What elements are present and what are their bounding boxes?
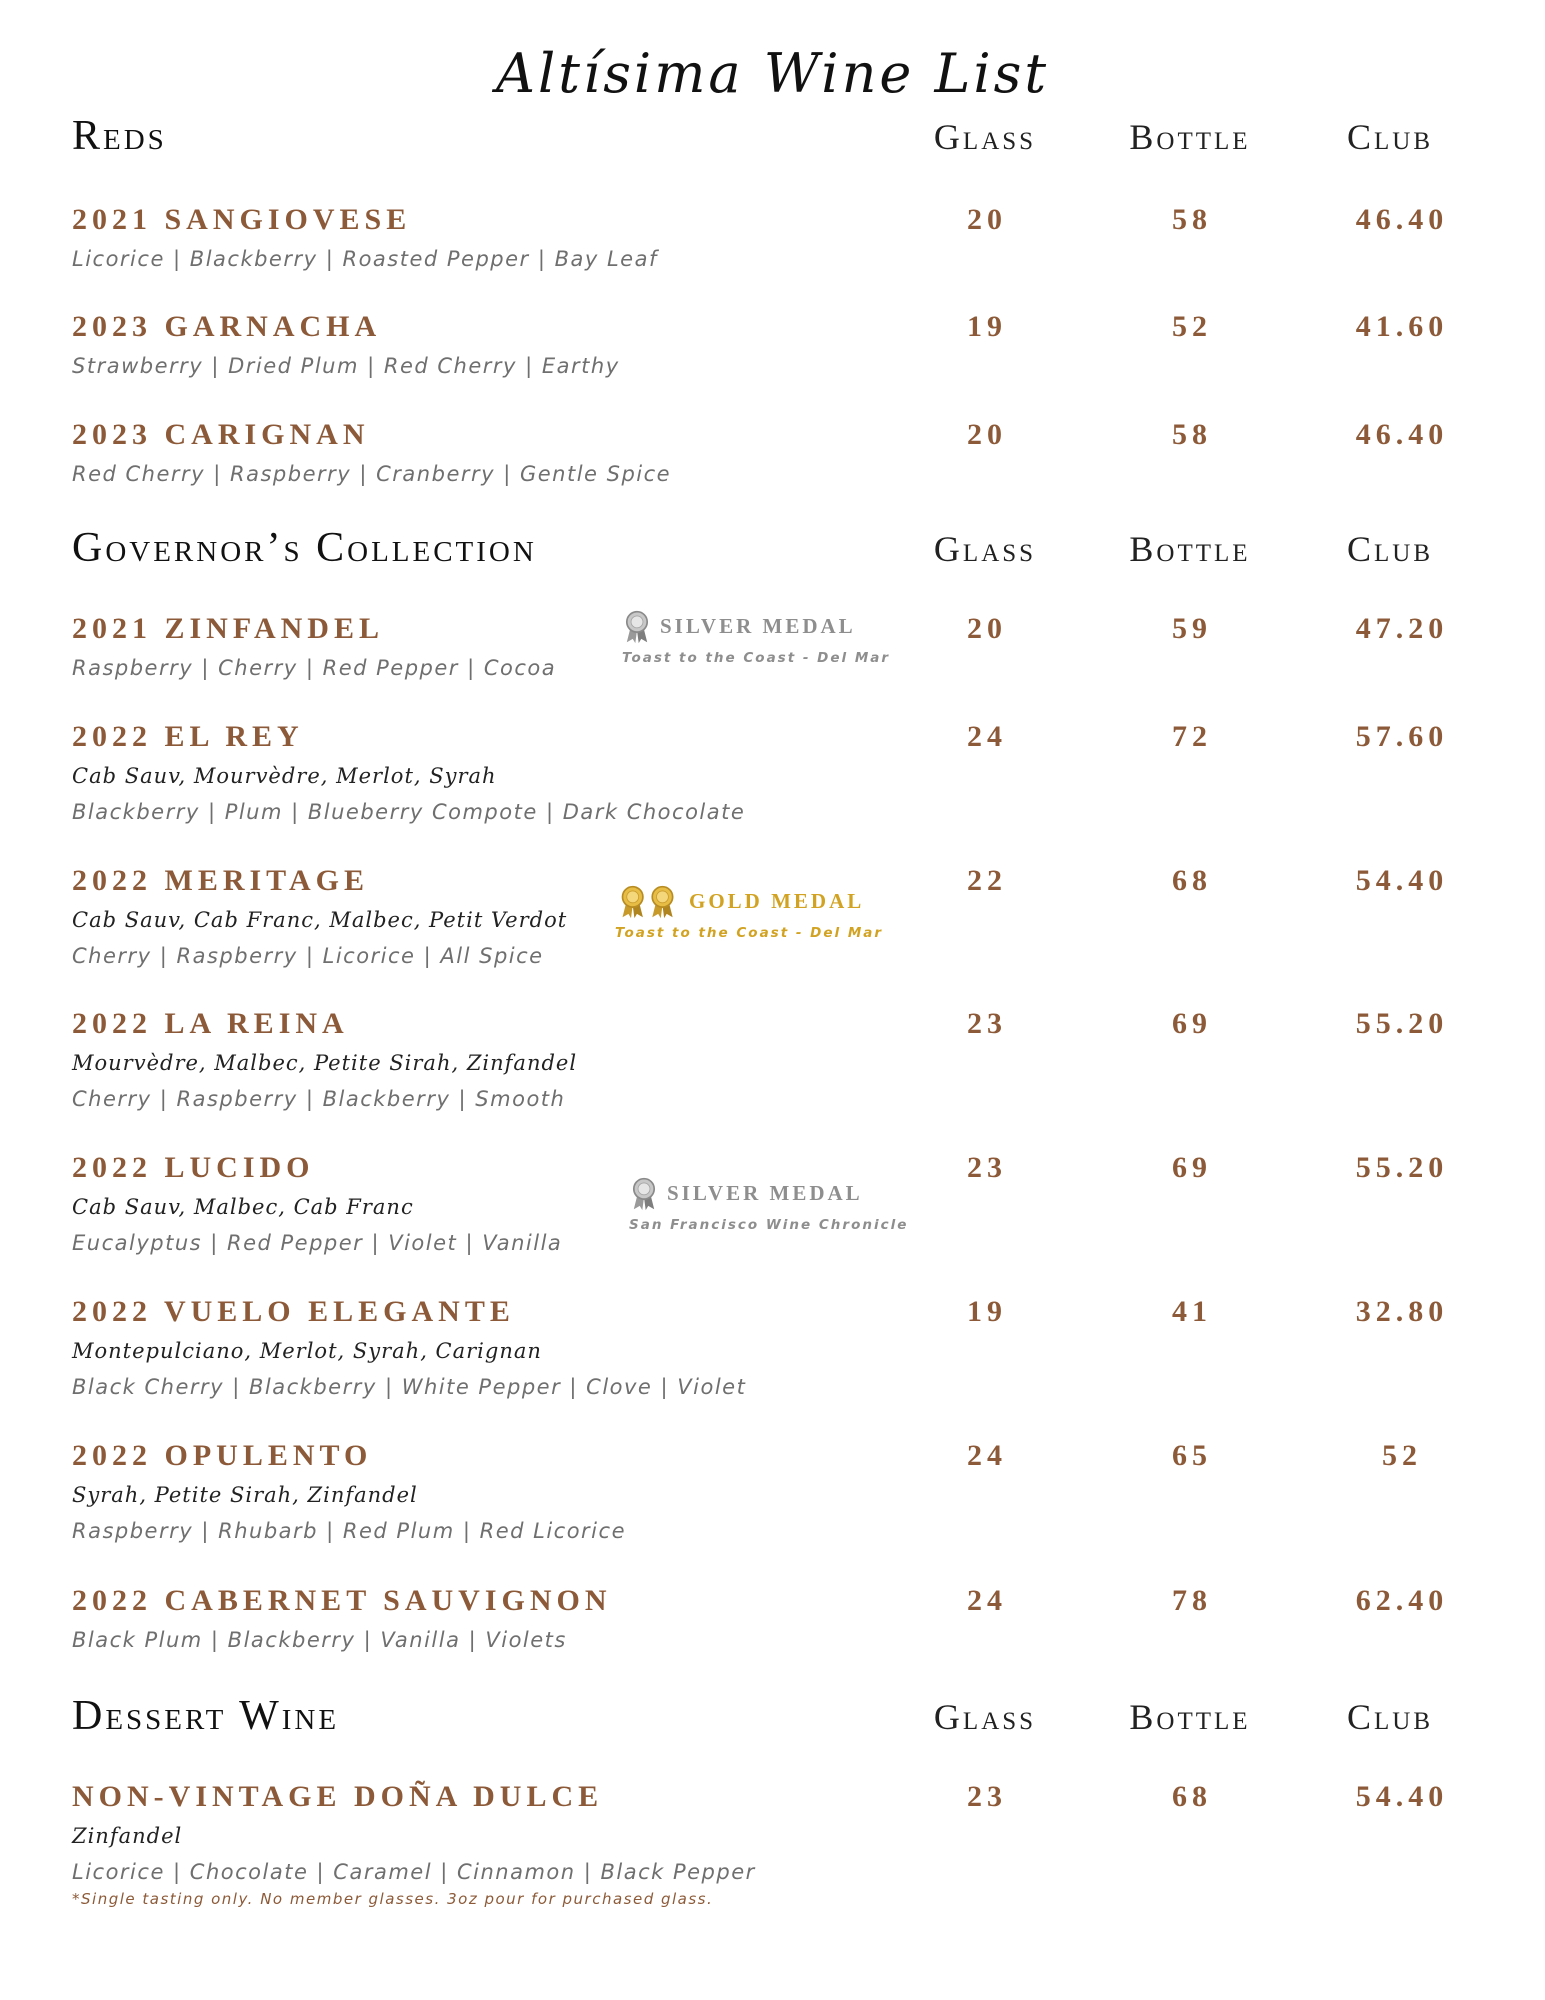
wine-name: 2022 EL REY bbox=[72, 720, 304, 753]
silver-medal-badge bbox=[627, 1177, 927, 1241]
club-price: 55.20 bbox=[1355, 1151, 1449, 1184]
glass-price: 19 bbox=[967, 1295, 1007, 1328]
grape-varietals: Cab Sauv, Mourvèdre, Merlot, Syrah bbox=[72, 764, 497, 788]
silver-medal-badge bbox=[620, 610, 920, 674]
grape-varietals: Montepulciano, Merlot, Syrah, Carignan bbox=[72, 1339, 542, 1363]
wine-name: 2021 ZINFANDEL bbox=[72, 612, 384, 645]
medal-label: SILVER MEDAL bbox=[667, 1181, 863, 1205]
glass-price: 24 bbox=[967, 1584, 1007, 1617]
medal-label: GOLD MEDAL bbox=[689, 889, 865, 913]
bottle-price: 68 bbox=[1172, 1780, 1212, 1813]
wine-name: 2022 LUCIDO bbox=[72, 1151, 315, 1184]
club-price: 46.40 bbox=[1355, 203, 1449, 236]
glass-price: 20 bbox=[967, 612, 1007, 645]
glass-price: 24 bbox=[967, 720, 1007, 753]
club-price: 46.40 bbox=[1355, 418, 1449, 451]
club-price: 41.60 bbox=[1355, 310, 1449, 343]
club-price: 54.40 bbox=[1355, 1780, 1449, 1813]
gold-medal-badge bbox=[613, 885, 913, 949]
tasting-notes: Raspberry | Rhubarb | Red Plum | Red Licorice bbox=[72, 1519, 626, 1543]
column-club: Club bbox=[1346, 1697, 1433, 1737]
medal-source: Toast to the Coast - Del Mar bbox=[622, 650, 891, 666]
section-title: Governor’s Collection bbox=[72, 525, 537, 571]
medal-ribbon-icon bbox=[627, 1177, 661, 1211]
grape-varietals: Syrah, Petite Sirah, Zinfandel bbox=[72, 1483, 418, 1507]
tasting-notes: Licorice | Blackberry | Roasted Pepper | Bay Leaf bbox=[72, 247, 658, 271]
glass-price: 20 bbox=[967, 418, 1007, 451]
section-title: Dessert Wine bbox=[72, 1693, 340, 1739]
wine-name: 2023 GARNACHA bbox=[72, 310, 382, 343]
wine-name: NON-VINTAGE DOÑA DULCE bbox=[72, 1780, 604, 1813]
section-title: Reds bbox=[72, 113, 167, 159]
bottle-price: 78 bbox=[1172, 1584, 1212, 1617]
grape-varietals: Mourvèdre, Malbec, Petite Sirah, Zinfandel bbox=[72, 1051, 578, 1075]
tasting-notes: Cherry | Raspberry | Licorice | All Spice bbox=[72, 944, 544, 968]
club-price: 32.80 bbox=[1355, 1295, 1449, 1328]
grape-varietals: Cab Sauv, Malbec, Cab Franc bbox=[72, 1195, 414, 1219]
wine-name: 2022 LA REINA bbox=[72, 1007, 349, 1040]
column-glass: Glass bbox=[933, 529, 1037, 569]
wine-name: 2021 SANGIOVESE bbox=[72, 203, 412, 236]
glass-price: 22 bbox=[967, 864, 1007, 897]
column-bottle: Bottle bbox=[1129, 1697, 1251, 1737]
wine-name: 2022 CABERNET SAUVIGNON bbox=[72, 1584, 612, 1617]
wine-name: 2022 MERITAGE bbox=[72, 864, 369, 897]
wine-name: 2022 VUELO ELEGANTE bbox=[72, 1295, 515, 1328]
bottle-price: 69 bbox=[1172, 1151, 1212, 1184]
wine-name: 2022 OPULENTO bbox=[72, 1439, 373, 1472]
glass-price: 23 bbox=[967, 1007, 1007, 1040]
section-header-reds bbox=[0, 112, 1545, 172]
grape-varietals: Zinfandel bbox=[72, 1824, 183, 1848]
club-price: 54.40 bbox=[1355, 864, 1449, 897]
column-club: Club bbox=[1346, 529, 1433, 569]
bottle-price: 58 bbox=[1172, 418, 1212, 451]
bottle-price: 72 bbox=[1172, 720, 1212, 753]
glass-price: 23 bbox=[967, 1151, 1007, 1184]
club-price: 47.20 bbox=[1355, 612, 1449, 645]
wine-name: 2023 CARIGNAN bbox=[72, 418, 370, 451]
bottle-price: 58 bbox=[1172, 203, 1212, 236]
glass-price: 24 bbox=[967, 1439, 1007, 1472]
tasting-notes: Red Cherry | Raspberry | Cranberry | Gentle Spice bbox=[72, 462, 672, 486]
footnote: *Single tasting only. No member glasses. 3oz pour for purchased glass. bbox=[72, 1890, 714, 1908]
tasting-notes: Raspberry | Cherry | Red Pepper | Cocoa bbox=[72, 656, 557, 680]
club-price: 62.40 bbox=[1355, 1584, 1449, 1617]
bottle-price: 65 bbox=[1172, 1439, 1212, 1472]
bottle-price: 41 bbox=[1172, 1295, 1212, 1328]
bottle-price: 59 bbox=[1172, 612, 1212, 645]
tasting-notes: Licorice | Chocolate | Caramel | Cinnamon | Black Pepper bbox=[72, 1860, 756, 1884]
column-glass: Glass bbox=[933, 117, 1037, 157]
club-price: 52 bbox=[1382, 1439, 1422, 1472]
column-bottle: Bottle bbox=[1129, 117, 1251, 157]
medal-ribbon-icon bbox=[613, 885, 683, 919]
club-price: 57.60 bbox=[1355, 720, 1449, 753]
tasting-notes: Strawberry | Dried Plum | Red Cherry | Earthy bbox=[72, 354, 620, 378]
glass-price: 19 bbox=[967, 310, 1007, 343]
tasting-notes: Black Cherry | Blackberry | White Pepper | Clove | Violet bbox=[72, 1375, 747, 1399]
bottle-price: 68 bbox=[1172, 864, 1212, 897]
club-price: 55.20 bbox=[1355, 1007, 1449, 1040]
medal-label: SILVER MEDAL bbox=[660, 614, 856, 638]
section-header-dessert-wine bbox=[0, 1692, 1545, 1752]
tasting-notes: Cherry | Raspberry | Blackberry | Smooth bbox=[72, 1087, 566, 1111]
grape-varietals: Cab Sauv, Cab Franc, Malbec, Petit Verdot bbox=[72, 908, 568, 932]
bottle-price: 69 bbox=[1172, 1007, 1212, 1040]
medal-source: San Francisco Wine Chronicle bbox=[629, 1217, 909, 1233]
glass-price: 23 bbox=[967, 1780, 1007, 1813]
tasting-notes: Eucalyptus | Red Pepper | Violet | Vanilla bbox=[72, 1231, 563, 1255]
column-bottle: Bottle bbox=[1129, 529, 1251, 569]
column-glass: Glass bbox=[933, 1697, 1037, 1737]
page-title: Altísima Wine List bbox=[495, 42, 1050, 105]
column-club: Club bbox=[1346, 117, 1433, 157]
bottle-price: 52 bbox=[1172, 310, 1212, 343]
medal-ribbon-icon bbox=[620, 610, 654, 644]
tasting-notes: Black Plum | Blackberry | Vanilla | Violets bbox=[72, 1628, 567, 1652]
glass-price: 20 bbox=[967, 203, 1007, 236]
medal-source: Toast to the Coast - Del Mar bbox=[615, 925, 884, 941]
tasting-notes: Blackberry | Plum | Blueberry Compote | Dark Chocolate bbox=[72, 800, 746, 824]
section-header-governors-collection bbox=[0, 524, 1545, 584]
